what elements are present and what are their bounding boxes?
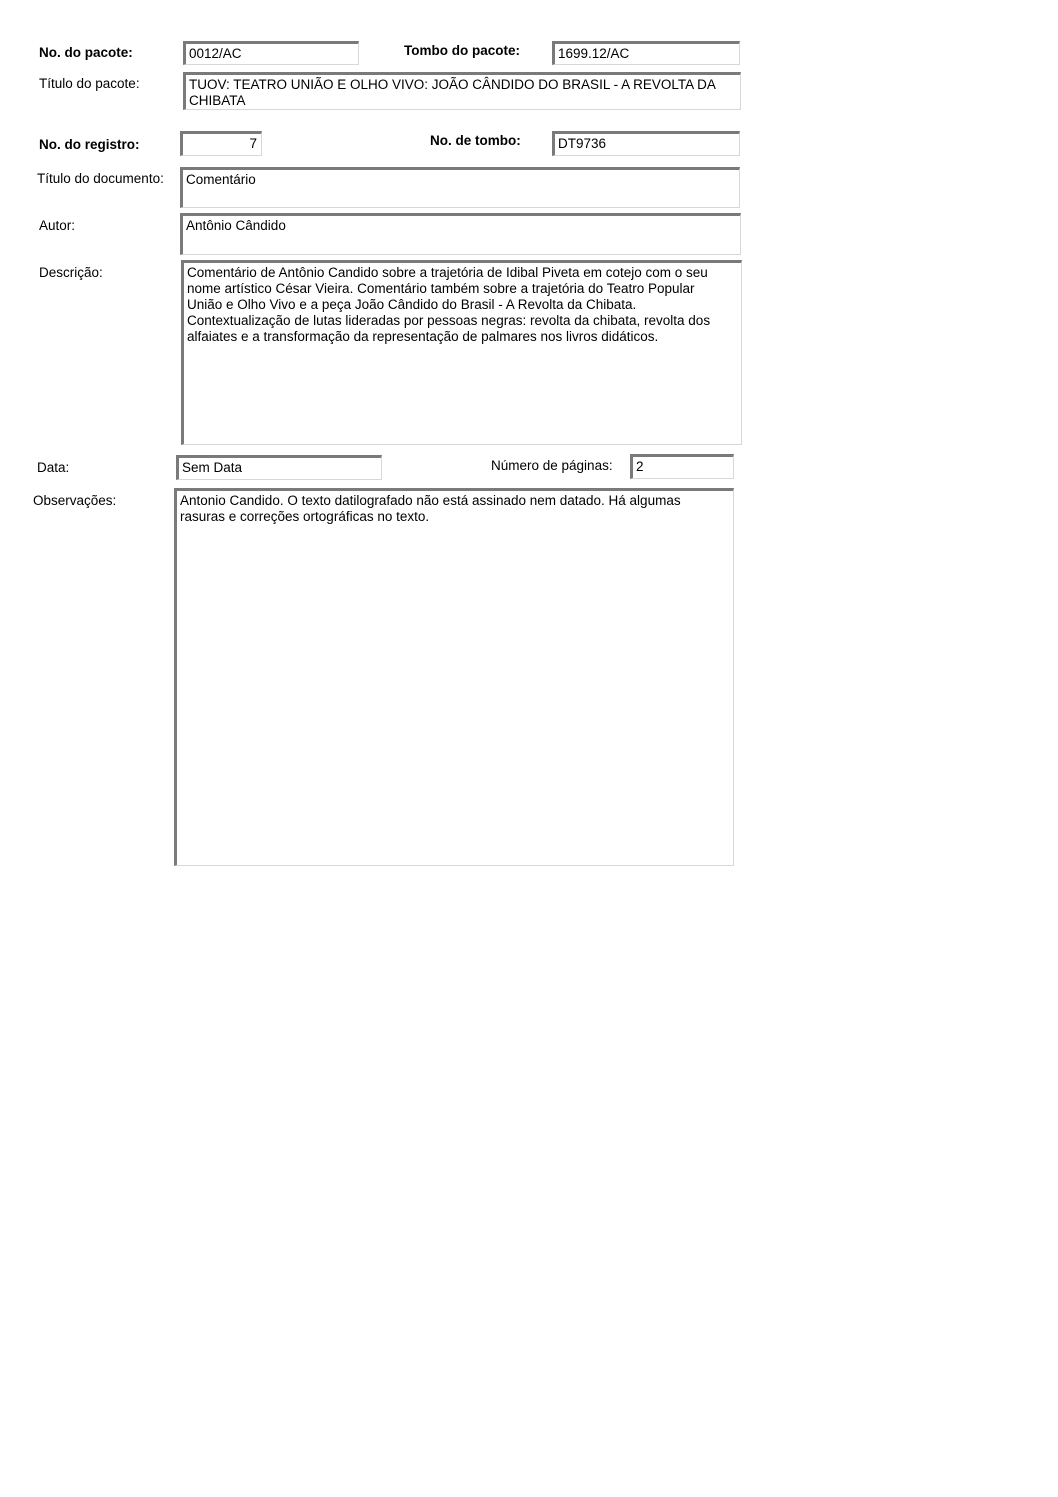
registro-numero-label: No. do registro: [39, 137, 140, 152]
pacote-titulo-label: Título do pacote: [39, 76, 140, 91]
paginas-field[interactable]: 2 [630, 454, 734, 479]
data-field[interactable]: Sem Data [176, 455, 382, 480]
registro-tombo-label: No. de tombo: [430, 133, 521, 148]
registro-tombo-field[interactable]: DT9736 [552, 131, 740, 156]
pacote-numero-label: No. do pacote: [39, 45, 133, 60]
documento-titulo-field[interactable]: Comentário [180, 167, 740, 208]
documento-titulo-label: Título do documento: [37, 171, 164, 186]
observacoes-field[interactable]: Antonio Candido. O texto datilografado não está assinado nem datado. Há algumas rasuras e correções ortográficas no texto. [174, 488, 734, 866]
data-label: Data: [37, 460, 70, 475]
paginas-label: Número de páginas: [491, 458, 613, 473]
pacote-tombo-label: Tombo do pacote: [404, 43, 520, 58]
descricao-label: Descrição: [39, 265, 103, 280]
autor-label: Autor: [39, 218, 76, 233]
pacote-numero-field[interactable]: 0012/AC [183, 41, 359, 65]
pacote-tombo-field[interactable]: 1699.12/AC [552, 41, 740, 65]
registro-numero-field[interactable]: 7 [180, 131, 262, 156]
autor-field[interactable]: Antônio Cândido [180, 213, 741, 255]
pacote-titulo-field[interactable]: TUOV: TEATRO UNIÃO E OLHO VIVO: JOÃO CÂNDIDO DO BRASIL - A REVOLTA DA CHIBATA [183, 72, 741, 110]
observacoes-label: Observações: [33, 493, 117, 508]
descricao-field[interactable]: Comentário de Antônio Candido sobre a trajetória de Idibal Piveta em cotejo com o seu nome artístico César Vieira. Comentário também sobre a trajetória do Teatro Popular União e Olho Vivo e a peça João Cândido do Brasil - A Revolta da Chibata. Contextualização de lutas lideradas por pessoas negras: revolta da chibata, revolta dos alfaiates e a transformação da representação de palmares nos livros didáticos. [181, 260, 742, 445]
